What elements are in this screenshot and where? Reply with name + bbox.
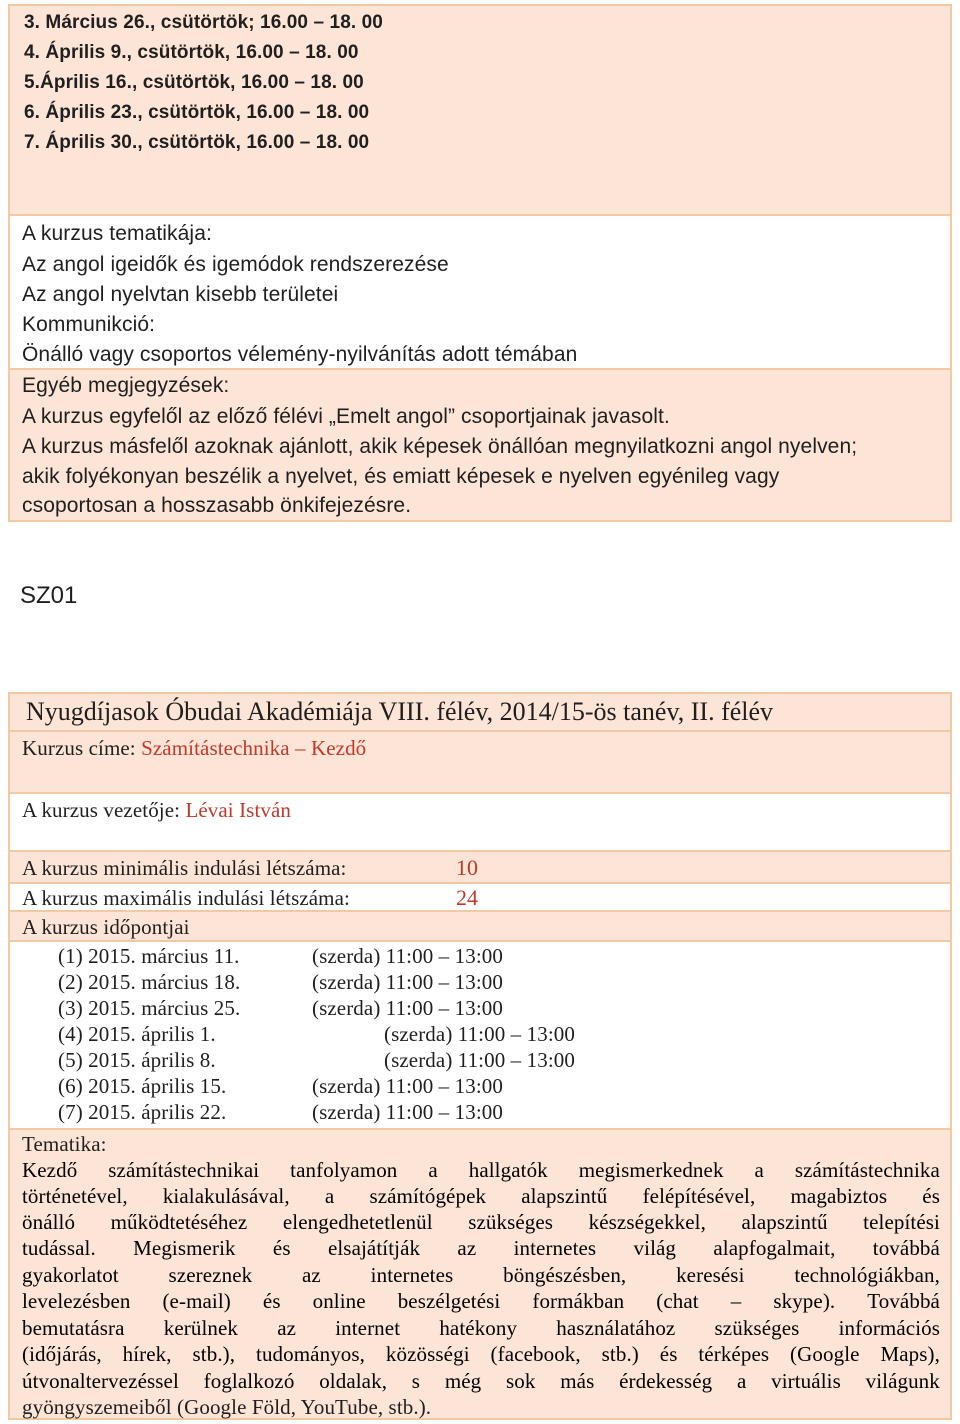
date-line: 5.Április 16., csütörtök, 16.00 – 18. 00 bbox=[24, 72, 364, 93]
word: internetes bbox=[370, 1263, 454, 1287]
course-leader-value: Lévai István bbox=[185, 798, 292, 822]
word: térképes bbox=[698, 1342, 770, 1366]
word: (chat bbox=[656, 1289, 699, 1313]
word: alapszintű bbox=[741, 1210, 828, 1234]
word: gyakorlatot bbox=[22, 1263, 119, 1287]
word: továbbá bbox=[872, 1236, 940, 1260]
word: számítástechnikai bbox=[108, 1158, 260, 1182]
word: s bbox=[411, 1369, 421, 1393]
word: közösségi bbox=[385, 1342, 470, 1366]
word: internet bbox=[335, 1316, 401, 1340]
word: világ bbox=[633, 1236, 677, 1260]
word: tudással. bbox=[22, 1236, 96, 1260]
word: beszélgetési bbox=[397, 1289, 501, 1313]
date-line: 4. Április 9., csütörtök, 16.00 – 18. 00 bbox=[24, 42, 359, 63]
word: Kezdő bbox=[22, 1158, 78, 1182]
word: az bbox=[302, 1263, 321, 1287]
course-title bbox=[22, 736, 366, 761]
sessions-cell bbox=[8, 940, 952, 1130]
egyeb-line: A kurzus egyfelől az előző félévi „Emelt angol” csoportjainak javasolt. bbox=[22, 405, 670, 428]
word: Megismerik bbox=[133, 1236, 236, 1260]
word: alapszintű bbox=[521, 1184, 608, 1208]
tematika2-last-line: gyöngyszemeiből (Google Föld, YouTube, stb.). bbox=[22, 1395, 432, 1419]
session-date: (5) 2015. április 8. bbox=[58, 1048, 216, 1072]
word: történetével, bbox=[22, 1184, 128, 1208]
word: hírek, bbox=[122, 1342, 172, 1366]
word: használatához bbox=[556, 1316, 676, 1340]
date-line: 7. Április 30., csütörtök, 16.00 – 18. 00 bbox=[24, 132, 370, 153]
session-date: (6) 2015. április 15. bbox=[58, 1074, 227, 1098]
word: alapfogalmait, bbox=[713, 1236, 836, 1260]
session-time: (szerda) 11:00 – 13:00 bbox=[312, 970, 503, 994]
word: megismerkednek bbox=[578, 1158, 724, 1182]
word: még bbox=[444, 1369, 482, 1393]
tematika2-line bbox=[22, 1289, 940, 1314]
word: a bbox=[754, 1158, 764, 1182]
times-label: A kurzus időpontjai bbox=[22, 915, 190, 939]
tematika2-line bbox=[22, 1263, 940, 1288]
word: online bbox=[312, 1289, 366, 1313]
tematika-item: Az angol nyelvtan kisebb területei bbox=[22, 283, 339, 306]
word: formákban bbox=[532, 1289, 625, 1313]
word: más bbox=[560, 1369, 595, 1393]
word: szereznek bbox=[168, 1263, 253, 1287]
dates-cell bbox=[8, 4, 952, 216]
course-leader-cell bbox=[8, 792, 952, 852]
session-date: (4) 2015. április 1. bbox=[58, 1022, 216, 1046]
word: és bbox=[922, 1184, 940, 1208]
word: internetes bbox=[513, 1236, 597, 1260]
word: levelezésben bbox=[22, 1289, 131, 1313]
word: számítógépek bbox=[369, 1184, 487, 1208]
word: szükséges bbox=[714, 1316, 800, 1340]
tematika2-line bbox=[22, 1342, 940, 1367]
word: hatékony bbox=[439, 1316, 518, 1340]
tematika2-line bbox=[22, 1184, 940, 1209]
session-time: (szerda) 11:00 – 13:00 bbox=[384, 1022, 575, 1046]
word: az bbox=[277, 1316, 297, 1340]
word: önálló bbox=[22, 1210, 76, 1234]
min-value: 10 bbox=[456, 855, 478, 880]
word: érdekesség bbox=[619, 1369, 713, 1393]
word: világunk bbox=[865, 1369, 940, 1393]
word: elengedhetetlenül bbox=[282, 1210, 433, 1234]
word: tudományos, bbox=[256, 1342, 366, 1366]
tematika-cell bbox=[8, 214, 952, 370]
tematika2-line bbox=[22, 1210, 940, 1235]
max-cell bbox=[8, 882, 952, 912]
session-time: (szerda) 11:00 – 13:00 bbox=[312, 944, 503, 968]
max-value: 24 bbox=[456, 885, 478, 910]
course-header-cell bbox=[8, 692, 952, 732]
word: szükséges bbox=[468, 1210, 554, 1234]
kommunikacio-label: Kommunikció: bbox=[22, 313, 156, 336]
word: kerülnek bbox=[163, 1316, 239, 1340]
word: felépítésével, bbox=[642, 1184, 756, 1208]
tematika2-label: Tematika: bbox=[22, 1132, 107, 1156]
tematika2-cell bbox=[8, 1128, 952, 1420]
session-time: (szerda) 11:00 – 13:00 bbox=[312, 996, 503, 1020]
session-time: (szerda) 11:00 – 13:00 bbox=[384, 1048, 575, 1072]
word: stb.) bbox=[601, 1342, 639, 1366]
word: elsajátítják bbox=[327, 1236, 421, 1260]
times-label-cell bbox=[8, 910, 952, 942]
tematika-label: A kurzus tematikája: bbox=[22, 222, 212, 245]
tematika2-line bbox=[22, 1369, 940, 1394]
word: a bbox=[428, 1158, 438, 1182]
word: (facebook, bbox=[490, 1342, 581, 1366]
egyeb-label: Egyéb megjegyzések: bbox=[22, 374, 230, 397]
word: számítástechnika bbox=[794, 1158, 940, 1182]
word: sok bbox=[506, 1369, 536, 1393]
word: böngészésben, bbox=[503, 1263, 627, 1287]
word: Maps), bbox=[880, 1342, 940, 1366]
word: és bbox=[272, 1236, 291, 1260]
session-date: (2) 2015. március 18. bbox=[58, 970, 241, 994]
word: keresési bbox=[676, 1263, 745, 1287]
word: hallgatók bbox=[468, 1158, 548, 1182]
word: tanfolyamon bbox=[290, 1158, 398, 1182]
tematika-item: Az angol igeidők és igemódok rendszerezése bbox=[22, 253, 449, 276]
min-cell bbox=[8, 850, 952, 884]
word: az bbox=[457, 1236, 477, 1260]
session-date: (3) 2015. március 25. bbox=[58, 996, 241, 1020]
word: (Google bbox=[790, 1342, 860, 1366]
word: stb.), bbox=[192, 1342, 236, 1366]
egyeb-line: akik folyékonyan beszélik a nyelvet, és emiatt képesek e nyelven egyénileg vagy bbox=[22, 465, 780, 488]
word: bemutatásra bbox=[22, 1316, 125, 1340]
date-line: 6. Április 23., csütörtök, 16.00 – 18. 00 bbox=[24, 102, 370, 123]
word: a bbox=[736, 1369, 747, 1393]
tematika2-line bbox=[22, 1316, 940, 1341]
word: (időjárás, bbox=[22, 1342, 102, 1366]
course-code: SZ01 bbox=[20, 582, 78, 609]
word: és bbox=[262, 1289, 281, 1313]
egyeb-line: csoportosan a hosszasabb önkifejezésre. bbox=[22, 494, 412, 517]
word: virtuális bbox=[771, 1369, 841, 1393]
course-title-cell bbox=[8, 730, 952, 794]
tematika2-line bbox=[22, 1236, 940, 1261]
word: Továbbá bbox=[867, 1289, 940, 1313]
word: technológiákban, bbox=[794, 1263, 940, 1287]
session-time: (szerda) 11:00 – 13:00 bbox=[312, 1074, 503, 1098]
word: – bbox=[730, 1289, 742, 1313]
word: (e-mail) bbox=[162, 1289, 231, 1313]
min-label: A kurzus minimális indulási létszáma: bbox=[22, 856, 347, 880]
word: működtetéséhez bbox=[110, 1210, 248, 1234]
word: információs bbox=[838, 1316, 940, 1340]
word: útvonaltervezéssel bbox=[22, 1369, 179, 1393]
course-header: Nyugdíjasok Óbudai Akadémiája VIII. félév, 2014/15-ös tanév, II. félév bbox=[26, 697, 774, 726]
tematika2-line bbox=[22, 1158, 940, 1183]
session-date: (1) 2015. március 11. bbox=[58, 944, 240, 968]
course-title-value: Számítástechnika – Kezdő bbox=[141, 736, 367, 760]
word: oldalak, bbox=[319, 1369, 388, 1393]
word: és bbox=[659, 1342, 678, 1366]
word: készségekkel, bbox=[588, 1210, 706, 1234]
kommunikacio-text: Önálló vagy csoportos vélemény-nyilvánítás adott témában bbox=[22, 343, 578, 366]
course-leader bbox=[22, 798, 291, 823]
max-label: A kurzus maximális indulási létszáma: bbox=[22, 886, 350, 910]
word: magabiztos bbox=[790, 1184, 888, 1208]
word: skype). bbox=[773, 1289, 836, 1313]
word: foglalkozó bbox=[203, 1369, 295, 1393]
date-line: 3. Március 26., csütörtök; 16.00 – 18. 00 bbox=[24, 12, 383, 33]
egyeb-cell bbox=[8, 368, 952, 522]
word: a bbox=[324, 1184, 335, 1208]
course-title-label: Kurzus címe: bbox=[22, 736, 142, 760]
egyeb-line: A kurzus másfelől azoknak ajánlott, akik képesek önállóan megnyilatkozni angol nyelven; bbox=[22, 435, 858, 458]
session-time: (szerda) 11:00 – 13:00 bbox=[312, 1100, 503, 1124]
word: telepítési bbox=[863, 1210, 940, 1234]
course-leader-label: A kurzus vezetője: bbox=[22, 798, 186, 822]
session-date: (7) 2015. április 22. bbox=[58, 1100, 227, 1124]
word: kialakulásával, bbox=[162, 1184, 290, 1208]
